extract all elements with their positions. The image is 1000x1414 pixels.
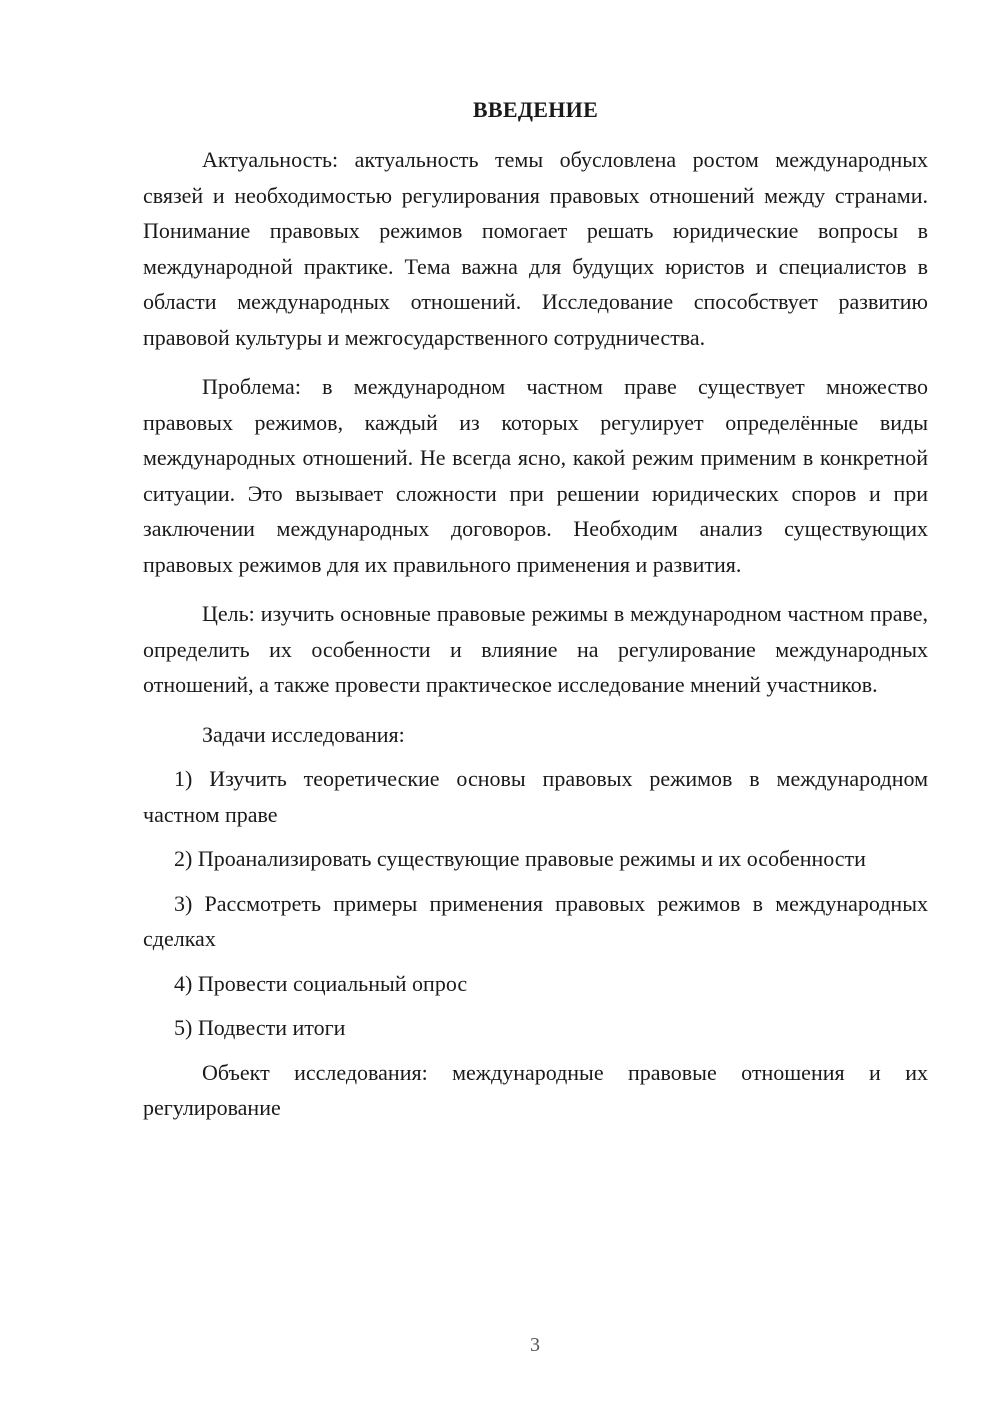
task-item-4: 4) Провести социальный опрос — [174, 970, 468, 996]
relevance-paragraph: Актуальность: актуальность темы обусловлена ростом международных связей и необходимостью регулирования правовых отношений между странами. Понимание правовых режимов помогает решать юридические вопросы в международной практике. Тема важна для будущих юристов и специалистов в области международных отношений. Исследование способствует развитию правовой культуры и межгосударственного сотрудничества. — [143, 147, 928, 350]
task-item-3: 3) Рассмотреть примеры применения правовых режимов в международных сделках — [143, 890, 928, 951]
object-paragraph: Объект исследования: международные правовые отношения и их регулирование — [143, 1059, 928, 1120]
document-body — [143, 95, 928, 1140]
task-item-2: 2) Проанализировать существующие правовые режимы и их особенности — [174, 846, 866, 871]
task-item-5: 5) Подвести итоги — [174, 1015, 346, 1040]
goal-paragraph: Цель: изучить основные правовые режимы в международном частном праве, определить их особенности и влияние на регулирование международных отношений, а также провести практическое исследование мнений участников. — [143, 601, 928, 697]
task-item-1: 1) Изучить теоретические основы правовых режимов в международном частном праве — [143, 766, 928, 827]
page-number: 3 — [530, 1334, 540, 1356]
problem-paragraph: Проблема: в международном частном праве существует множество правовых режимов, каждый из которых регулирует определённые виды международных отношений. Не всегда ясно, какой режим применим в конкретной ситуации. Это вызывает сложности при решении юридических споров и при заключении международных договоров. Необходим анализ существующих правовых режимов для их правильного применения и развития. — [143, 374, 928, 577]
section-heading: ВВЕДЕНИЕ — [472, 97, 599, 122]
tasks-label: Задачи исследования: — [202, 721, 405, 747]
